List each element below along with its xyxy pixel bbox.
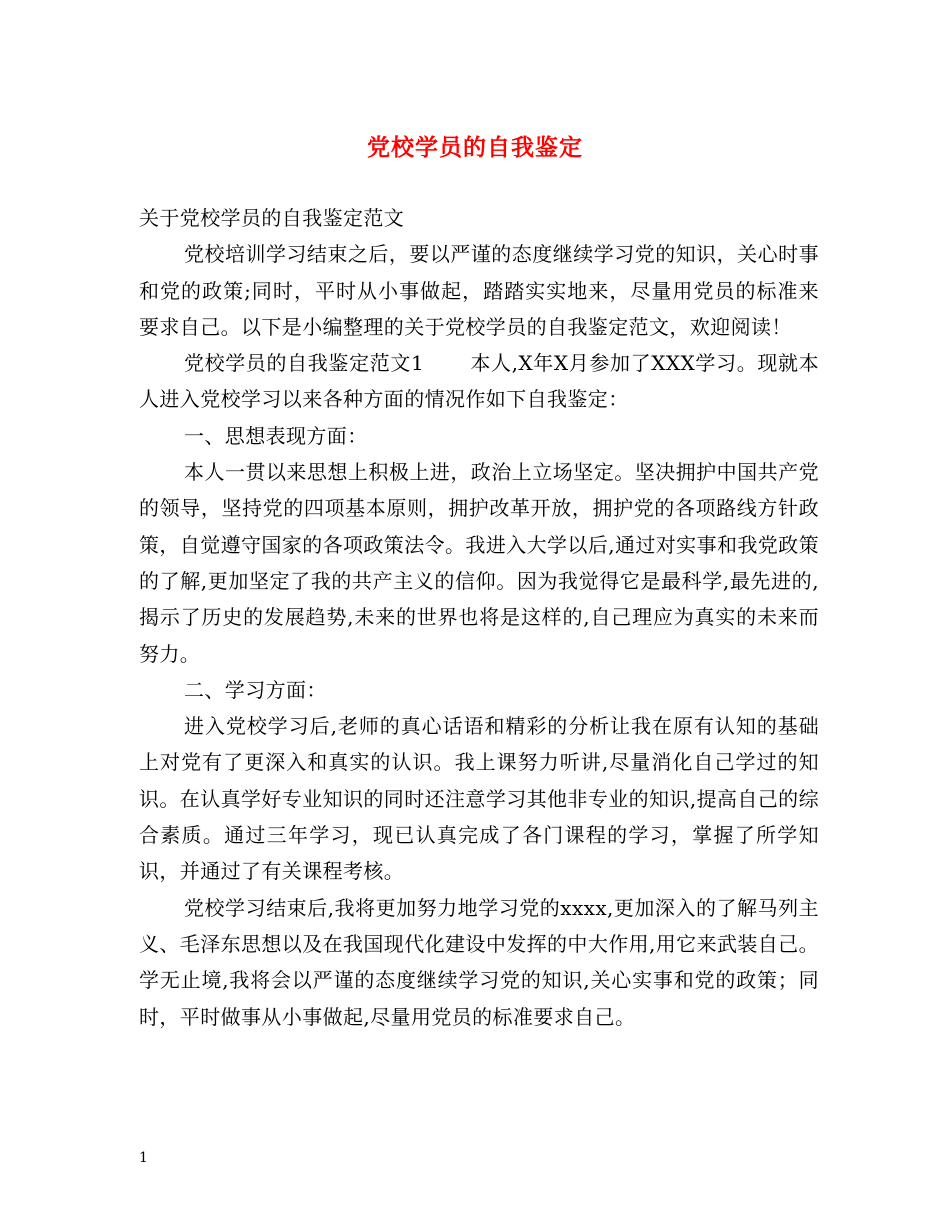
section-text-study: 进入党校学习后,老师的真心话语和精彩的分析让我在原有认知的基础上对党有了更深入和真实的认识。我上课努力听讲,尽量消化自己学过的知识。在认真学好专业知识的同时还注意学习其他非专业的知识,提高自己的综合素质。通过三年学习，现已认真完成了各门课程的学习，掌握了所学知识，并通过了有关课程考核。 — [139, 714, 819, 884]
document-body — [139, 200, 819, 1035]
sample-intro: 本人,X年X月参加了XXX学习。现就本人进入党校学习以来各种方面的情况作如下自我鉴定： — [139, 351, 819, 412]
section-heading-study: 二、学习方面： — [184, 677, 327, 702]
intro-paragraph: 党校培训学习结束之后，要以严谨的态度继续学习党的知识，关心时事和党的政策;同时，平时从小事做起，踏踏实实地来，尽量用党员的标准来要求自己。以下是小编整理的关于党校学员的自我鉴定范文，欢迎阅读！ — [139, 242, 819, 339]
document-subtitle: 关于党校学员的自我鉴定范文 — [139, 206, 405, 230]
sample-intro-paragraph — [139, 345, 819, 418]
document-title: 党校学员的自我鉴定 — [367, 134, 583, 161]
closing-paragraph: 党校学习结束后,我将更加努力地学习党的xxxx,更加深入的了解马列主义、毛泽东思想以及在我国现代化建设中发挥的中大作用,用它来武装自己。学无止境,我将会以严谨的态度继续学习党的知识,关心实事和党的政策；同时，平时做事从小事做起,尽量用党员的标准要求自己。 — [139, 895, 819, 1029]
section-text-thought: 本人一贯以来思想上积极上进，政治上立场坚定。坚决拥护中国共产党的领导，坚持党的四项基本原则，拥护改革开放，拥护党的各项路线方针政策，自觉遵守国家的各项政策法令。我进入大学以后,通过对实事和我党政策的了解,更加坚定了我的共产主义的信仰。因为我觉得它是最科学,最先进的,揭示了历史的发展趋势,未来的世界也将是这样的,自己理应为真实的未来而努力。 — [139, 460, 819, 666]
section-heading-thought: 一、思想表现方面： — [184, 423, 368, 448]
sample-heading: 党校学员的自我鉴定范文1 — [184, 351, 425, 376]
page-number: 1 — [139, 1150, 148, 1166]
